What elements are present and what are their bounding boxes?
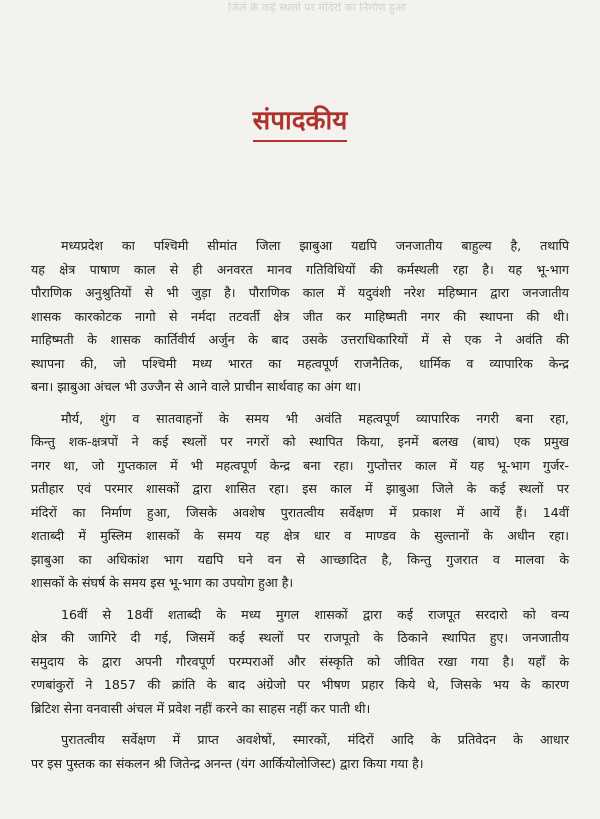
paragraph (31, 407, 569, 595)
text-line: झाबुआ का अधिकांश भाग यद्यपि घने वन से आच्छादित है, किन्तु गुजरात व मालवा के (31, 551, 569, 567)
editorial-body (31, 234, 569, 783)
text-line: पौराणिक अनुश्रुतियों से भी जुड़ा है। पौराणिक काल में यदुवंशी नरेश महिष्मान द्वारा जनजातीय (31, 285, 569, 300)
text-line: समुदाय के द्वारा अपनी गौरवपूर्ण परम्पराओं और संस्कृति को जीवित रखा गया है। यहाँ के (31, 653, 569, 669)
text-line: पुरातत्वीय सर्वेक्षण में प्राप्त अवशेषों, स्मारकों, मंदिरों आदि के प्रतिवेदन के आधार (61, 732, 569, 747)
text-line: नगर था, जो गुप्तकाल में भी महत्वपूर्ण केन्द्र बना रहा। गुप्तोत्तर काल में यह भू-भाग गुर्जर- (31, 457, 569, 473)
text-line: यह क्षेत्र पाषाण काल से ही अनवरत मानव गतिविधियों की कर्मस्थली रहा है। यह भू-भाग (31, 261, 569, 277)
paragraph (31, 234, 569, 399)
text-line: प्रतीहार एवं परमार शासकों द्वारा शासित रहा। इस काल में झाबुआ जिले के कई स्थलों पर (31, 481, 569, 496)
text-line: 16वीं से 18वीं शताब्दी के मध्य मुगल शासकों द्वारा कई राजपूत सरदारो को वन्य (61, 606, 569, 622)
text-line: शासक कारकोटक नागो से नर्मदा तटवर्ती क्षेत्र जीत कर माहिष्मती नगर की स्थापना की थी। (31, 308, 569, 324)
paragraph (31, 728, 569, 775)
heading-container (0, 104, 600, 142)
text-line: शासकों के संघर्ष के समय इस भू-भाग का उपयोग हुआ है। (31, 575, 294, 590)
text-line: शताब्दी में मुस्लिम शासकों के समय यह क्षेत्र धार व माण्डव के सुल्तानों के अधीन रहा। (31, 528, 569, 543)
text-line: क्षेत्र की जागिरे दी गई, जिसमें कई स्थलों पर राजपूतो के ठिकाने स्थापित हुए। जनजातीय (31, 630, 569, 645)
text-line: मंदिरों का निर्माण हुआ, जिसके अवशेष पुरातत्वीय सर्वेक्षण में प्रकाश में आयें हैं। 14वीं (31, 504, 569, 520)
text-line: पर इस पुस्तक का संकलन श्री जितेन्द्र अनन्त (यंग आर्कियोलोजिस्ट) द्वारा किया गया है। (31, 755, 424, 771)
text-line: मौर्य, शुंग व सातवाहनों के समय भी अवंति महत्वपूर्ण व्यापारिक नगरी बना रहा, (61, 410, 569, 426)
paragraph (31, 603, 569, 721)
text-line: स्थापना की, जो पश्चिमी मध्य भारत का महत्वपूर्ण राजनैतिक, धार्मिक व व्यापारिक केन्द्र (31, 355, 569, 371)
text-line: ब्रिटिश सेना वनवासी अंचल में प्रवेश नहीं करने का साहस नहीं कर पाती थी। (31, 700, 371, 716)
bleed-through-text: जिले के कई स्थलों पर मंदिरों का निर्माण हुआ (228, 2, 407, 14)
text-line: मध्यप्रदेश का पश्चिमी सीमांत जिला झाबुआ यद्यपि जनजातीय बाहुल्य है, तथापि (61, 238, 569, 253)
text-line: रणबांकुरों ने 1857 की क्रांति के बाद अंग्रेजो पर भीषण प्रहार किये थे, जिसके भय के कारण (31, 677, 569, 692)
text-line: किन्तु शक-क्षत्रपों ने कई स्थलों पर नगरों को स्थापित किया, इनमें बलख (बाघ) एक प्रमुख (31, 434, 569, 449)
page-title: संपादकीय (253, 104, 348, 142)
text-line: माहिष्मती के शासक कार्तिवीर्य अर्जुन के बाद उसके उत्तराधिकारियों में से एक ने अवंति की (31, 332, 569, 347)
text-line: बना। झाबुआ अंचल भी उज्जैन से आने वाले प्राचीन सार्थवाह का अंग था। (31, 379, 362, 394)
